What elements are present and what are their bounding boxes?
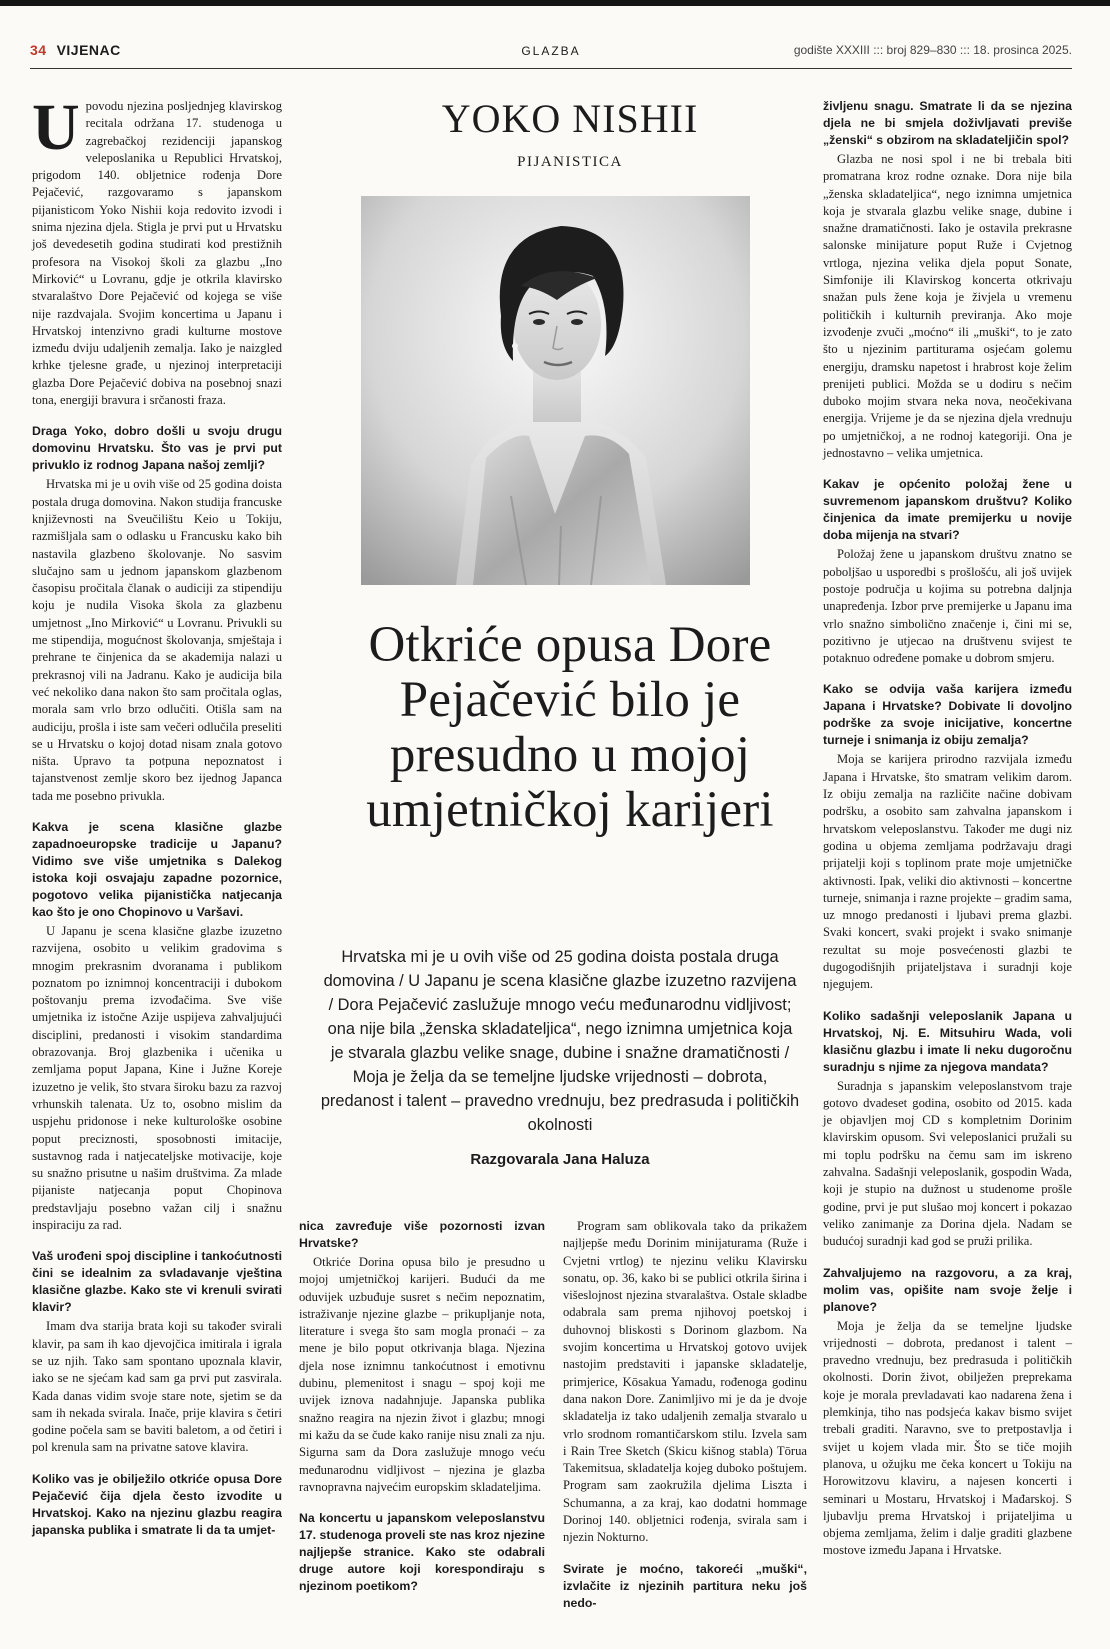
answer: Suradnja s japanskim veleposlanstvom traje gotovo dvadeset godina, osobito od 2015. kada je objavljen moj CD s kompletnim Dorinim klavirskim opusom. Svi veleposlanici pružali su mi toplu podršku na čemu sam im iskreno zahvalna. Sadašnji veleposlanik, gospodin Wada, koji je stupio na dužnost u studenome prošle godine, prvi je put slušao moj koncert i pokazao veliko zanimanje za Dorina djela. Nadam se budućoj suradnji kad god se pruži prilika.: [823, 1078, 1072, 1249]
top-border: [0, 0, 1110, 6]
question: Vaš urođeni spoj discipline i tankoćutnosti čini se idealnim za svladavanje vještina klasične glazbe. Kako ste vi krenuli svirati klavir?: [32, 1249, 282, 1315]
header-rule: [30, 68, 1072, 69]
question: Draga Yoko, dobro došli u svoju drugu domovinu Hrvatsku. Što vas je prvi put privuklo iz rodnog Japana našoj zemlji?: [32, 424, 282, 473]
page-number: 34: [30, 42, 47, 58]
question: Kakav je općenito položaj žene u suvremenom japanskom društvu? Koliko činjenica da imate premijerku u novije doba mijenja na stvari?: [823, 477, 1072, 543]
answer: Hrvatska mi je u ovih više od 25 godina doista postala druga domovina. Nakon studija francuske književnosti na Sveučilištu Keio u Tokiju, razmišljala sam o odlasku u Francusku kako bih nastavila glazbeno školovanje. No sasvim slučajno sam u jednom japanskom glazbenom časopisu pročitala članak o audiciji za stipendiju koju je nudila Visoka škola za glazbenu umjetnost „Ino Mirković“ u Lovranu. Privukli su me stipendija, mogućnost školovanja, smještaja i prehrane te činjenica da se akademija nalazi u prekrasnoj vili na Jadranu. Kako je audicija bila već nekoliko dana nakon što sam pročitala oglas, morala sam vrlo brzo odlučiti. Otišla sam na audiciju, prošla i iste sam večeri odlučila preseliti se u Hrvatsku o kojoj dotad nisam znala gotovo ništa. Upravo ta potpuna nepoznatost i tajanstvenost zemlje skoro bez ijednog Japanca tada me posebno privukla.: [32, 477, 282, 803]
question: Na koncertu u japanskom veleposlanstvu 17. studenoga proveli ste nas kroz njezine najljepše stranice. Kako ste odabrali druge autore koji korespondiraju s njezinom poetikom?: [299, 1511, 546, 1594]
answer: Imam dva starija brata koji su također svirali klavir, pa sam ih kao djevojčica imitirala i igrala se uz njih. Tako sam spontano upoznala klavir, iako se ne sjećam kad sam ga prvi put zasvirala. Kada danas vidim svoje stare note, sjetim se da sam ih nekada svirala. Inače, prije klavira s četiri godine počela sam se baviti baletom, a od četiri i pol krenula sam na privatne satove klavira.: [32, 1319, 282, 1455]
answer: Moja se karijera prirodno razvijala između Japana i Hrvatske, što smatram velikim darom. Iz obiju zemalja na različite načine dobivam podršku, a osobito sam zahvalna japanskom i hrvatskom veleposlanstvu. Također me dugi niz godina u objema zemljama podržavaju dragi prijatelji koji s toplinom prate moje umjetničke aktivnosti. Ipak, veliki dio aktivnosti – koncertne turneje, snimanja i razne projekte – gradim sama, uz mnogo predanosti i ljubavi prema glazbi. Svaki koncert, svaki projekt i svako snimanje rezultat su moje posvećenosti glazbi te dugogodišnjih prijateljstava i suradnji koje njegujem.: [823, 752, 1072, 992]
issue-info: godište XXXIII ::: broj 829–830 ::: 18. prosinca 2025.: [793, 43, 1072, 57]
byline: Razgovarala Jana Haluza: [470, 1151, 650, 1168]
column-2: [299, 1218, 545, 1597]
drop-cap: U: [32, 91, 80, 164]
question: Koliko sadašnji veleposlanik Japana u Hrvatskoj, Nj. E. Mitsuhiru Wada, voli klasičnu glazbu i imate li neku dugoročnu suradnju s njime za njegova mandata?: [823, 1008, 1072, 1074]
interviewee-name: YOKO NISHII: [441, 96, 699, 141]
answer: Program sam oblikovala tako da prikažem najljepše među Dorinim minijaturama (Ruže i Cvjetni vrtlog) te njezinu veliku Klavirsku sonatu, op. 36, kako bi se publici otkrila širina i višeslojnost njezina stvaralaštva. Ostale skladbe odabrala sam prema njihovoj poetskoj i duhovnoj bliskosti s Dorinom glazbom. Na svojim koncertima u Hrvatskoj gotovo uvijek nastojim predstaviti i japanske skladatelje, primjerice, Kōsakua Yamadu, rođenoga godinu dana nakon Dore. Zanimljivo mi je da je dvoje skladatelja iz tako udaljenih zemalja stvaralo u vrlo srodnom romantičarskom stilu. Izvela sam i Rain Tree Sketch (Skicu kišnog stabla) Tōrua Takemitsua, skladatelja kojeg duboko poštujem. Program sam zaokružila djelima Liszta i Schumanna, a za kraj, kao dodatni hommage Dorinoj 140. obljetnici rođenja, svirala sam i njezin Nokturno.: [563, 1219, 807, 1545]
question: Koliko vas je obilježilo otkriće opusa Dore Pejačević čija djela često izvodite u Hrvatskoj. Kako na njezinu glazbu reagira japanska publika i smatrate li da ta umjet-: [32, 1471, 282, 1537]
answer: Otkriće Dorina opusa bilo je presudno u mojoj umjetničkoj karijeri. Budući da me oduvijek uzbuđuje susret s nečim nepoznatim, istraživanje njezine glazbe – prikupljanje nota, literature i svega što sam mogla pronaći – za mene je bilo poput otkrivanja blaga. Njezina djela nose iznimnu tankoćutnost i emotivnu dubinu, plemenitost i snagu – spoj koji me uvijek iznova nadahnjuje. Japanska publika snažno reagira na njezin život i glazbu; mnogi mi kažu da se čude kako ranije nisu znali za nju. Sigurna sam da Dora zaslužuje mnogo veću međunarodnu vidljivost – njezina je glazba ravnopravna najvećim europskim skladateljima.: [299, 1255, 545, 1494]
answer: Glazba ne nosi spol i ne bi trebala biti promatrana kroz rodne oznake. Dora nije bila „ženska skladateljica“, nego iznimna umjetnica koja je stvarala glazbu velike snage, dubine i snažne dramatičnosti. Iako je ostavila prekrasne salonske minijature poput Ruže i Cvjetnog vrtloga, njezina velika djela poput Sonate, Simfonije ili Klavirskog koncerta otkrivaju snažan puls žene koja je živjela u vremenu političkih i kulturnih previranja. Ako moje izvođenje zvuči „moćno“ ili „muški“, to je zato što u njezinim partiturama osjećam golemu energiju, dramsku napetost i hrabrost koje želim prenijeti publici. Možda se u dodiru s nečim duboko mojim stvara neka nova, neočekivana energija. Vrijeme je da se njezina djela vrednuju po umjetničkoj, a ne rodnoj kategoriji. Ona je jednostavno – velika umjetnica.: [823, 152, 1072, 461]
column-3: [563, 1218, 807, 1614]
interviewee-role: PIJANISTICA: [517, 154, 623, 170]
column-1: [32, 91, 282, 1541]
answer: U Japanu je scena klasične glazbe izuzetno razvijena, osobito u velikim gradovima s mnogim prekrasnim dvoranama i publikom poznatom po iznimnoj koncentraciji i dubokom poštovanju prema izvođačima. Sve više umjetnika iz istočne Azije uspijeva zahvaljujući disciplini, predanosti i visokim standardima obrazovanja. Broj glazbenika i učenika u zemljama poput Japana, Kine i Južne Koreje izuzetno je velik, što stvara široku bazu za razvoj vrhunskih talenata. Uz to, osobno mislim da uspjehu pridonose i neke kulturološke osobine poput preciznosti, sposobnosti imitacije, sustavnog rada i natjecateljske motivacije, koje su snažno prisutne u našim društvima. Za mlade pijaniste natjecanja poput Chopinova predstavljaju posebno važan cilj i snažnu inspiraciju za rad.: [32, 923, 282, 1233]
portrait-photo: [361, 196, 750, 585]
lead-paragraph: Hrvatska mi je u ovih više od 25 godina doista postala druga domovina / U Japanu je scena klasične glazbe izuzetno razvijena / Dora Pejačević zaslužuje mnogo veću međunarodnu vidljivost; ona nije bila „ženska skladateljica“, nego iznimna umjetnica koja je stvarala glazbu velike snage, dubine i snažne dramatičnosti / Moja je želja da se temeljne ljudske vrijednosti – dobrota, predanost i talent – pravedno vrednuju, bez predrasuda i političkih okolnosti: [320, 948, 800, 1134]
answer: Položaj žene u japanskom društvu znatno se poboljšao u usporedbi s prošlošću, ali još uvijek postoje područja u kojima su potrebna daljnja unapređenja. Izbor prve premijerke u Japanu ima vrlo snažno simbolično značenje i, čini mi se, pozitivno je utjecao na društvenu svijest te potaknuo određene pomake u dobrom smjeru.: [823, 547, 1072, 666]
question: Kako se odvija vaša karijera između Japana i Hrvatske? Dobivate li dovoljno podrške za svoje inicijative, koncertne turneje i snimanja iz obiju zemalja?: [823, 682, 1072, 748]
question-continued: življenu snagu. Smatrate li da se njezina djela ne bi smjela doživljavati previše „ženski“ s obzirom na skladateljičin spol?: [823, 99, 1072, 147]
question-continued: nica zavređuje više pozornosti izvan Hrvatske?: [299, 1219, 545, 1250]
publication-name: VIJENAC: [56, 42, 121, 58]
section-label: GLAZBA: [521, 44, 581, 58]
question: Zahvaljujemo na razgovoru, a za kraj, molim vas, opišite nam svoje želje i planove?: [823, 1265, 1072, 1314]
page-header: [30, 40, 1072, 66]
question: Kakva je scena klasične glazbe zapadnoeuropske tradicije u Japanu? Vidimo sve više umjetnika s Dalekog istoka koji osvajaju zapadne pozornice, pogotovo velika pijanistička natjecanja kao što je ono Chopinovo u Varšavi.: [32, 819, 282, 919]
intro-paragraph: [32, 91, 282, 409]
column-4: [823, 98, 1072, 1560]
answer: Moja je želja da se temeljne ljudske vrijednosti – dobrota, predanost i talent – pravedno vrednuju, bez predrasuda i političkih okolnosti. Dorin život, obilježen preprekama koje je morala prevladavati kao nadarena žena i plemkinja, tiho nas podsjeća kakav bismo svijet trebali graditi. Naravno, sve to pretpostavlja i svijet u kojem vlada mir. Što se tiče mojih planova, u ožujku me čeka koncert u Tokiju na Horowitzovu klaviru, a najesen koncerti i seminari u Mostaru, Hrvatskoj i Mađarskoj. S ljubavlju prema Hrvatskoj i prijateljima u objema zemljama, želim i dalje graditi glazbene mostove između Japana i Hrvatske.: [823, 1318, 1072, 1558]
question: Svirate je moćno, takoreći „muški“, izvlačite iz njezinih partitura neku još nedo-: [563, 1561, 807, 1610]
intro-text: povodu njezina posljednjeg klavirskog recitala održana 17. studenoga u zagrebačkoj rezidenciji japanskog veleposlanika u Republici Hrvatskoj, prigodom 140. obljetnice rođenja Dore Pejačević, razgovaramo s japanskom pijanisticom Yoko Nishii koja redovito izvodi i snima njezina djela. Stigla je prvi put u Hrvatsku još devedesetih godina studirati kod prestižnih profesora na Visokoj školi za glazbu „Ino Mirković“ u Lovranu, gdje je otkrila klavirsko stvaralaštvo Dore Pejačević od kojega se više nije razdvajala. Svojim koncertima u Japanu i Hrvatskoj intenzivno gradi kulturne mostove između dviju udaljenih zemalja. Iako je naizgled krhke tjelesne građe, u njezinoj interpretaciji glazba Dore Pejačević dobiva na posebnoj snazi tona, energiji bravura i srčanosti fraza.: [32, 99, 282, 408]
headline: Otkriće opusa Dore Pejačević bilo je presudno u mojoj umjetničkoj karijeri: [366, 617, 774, 838]
